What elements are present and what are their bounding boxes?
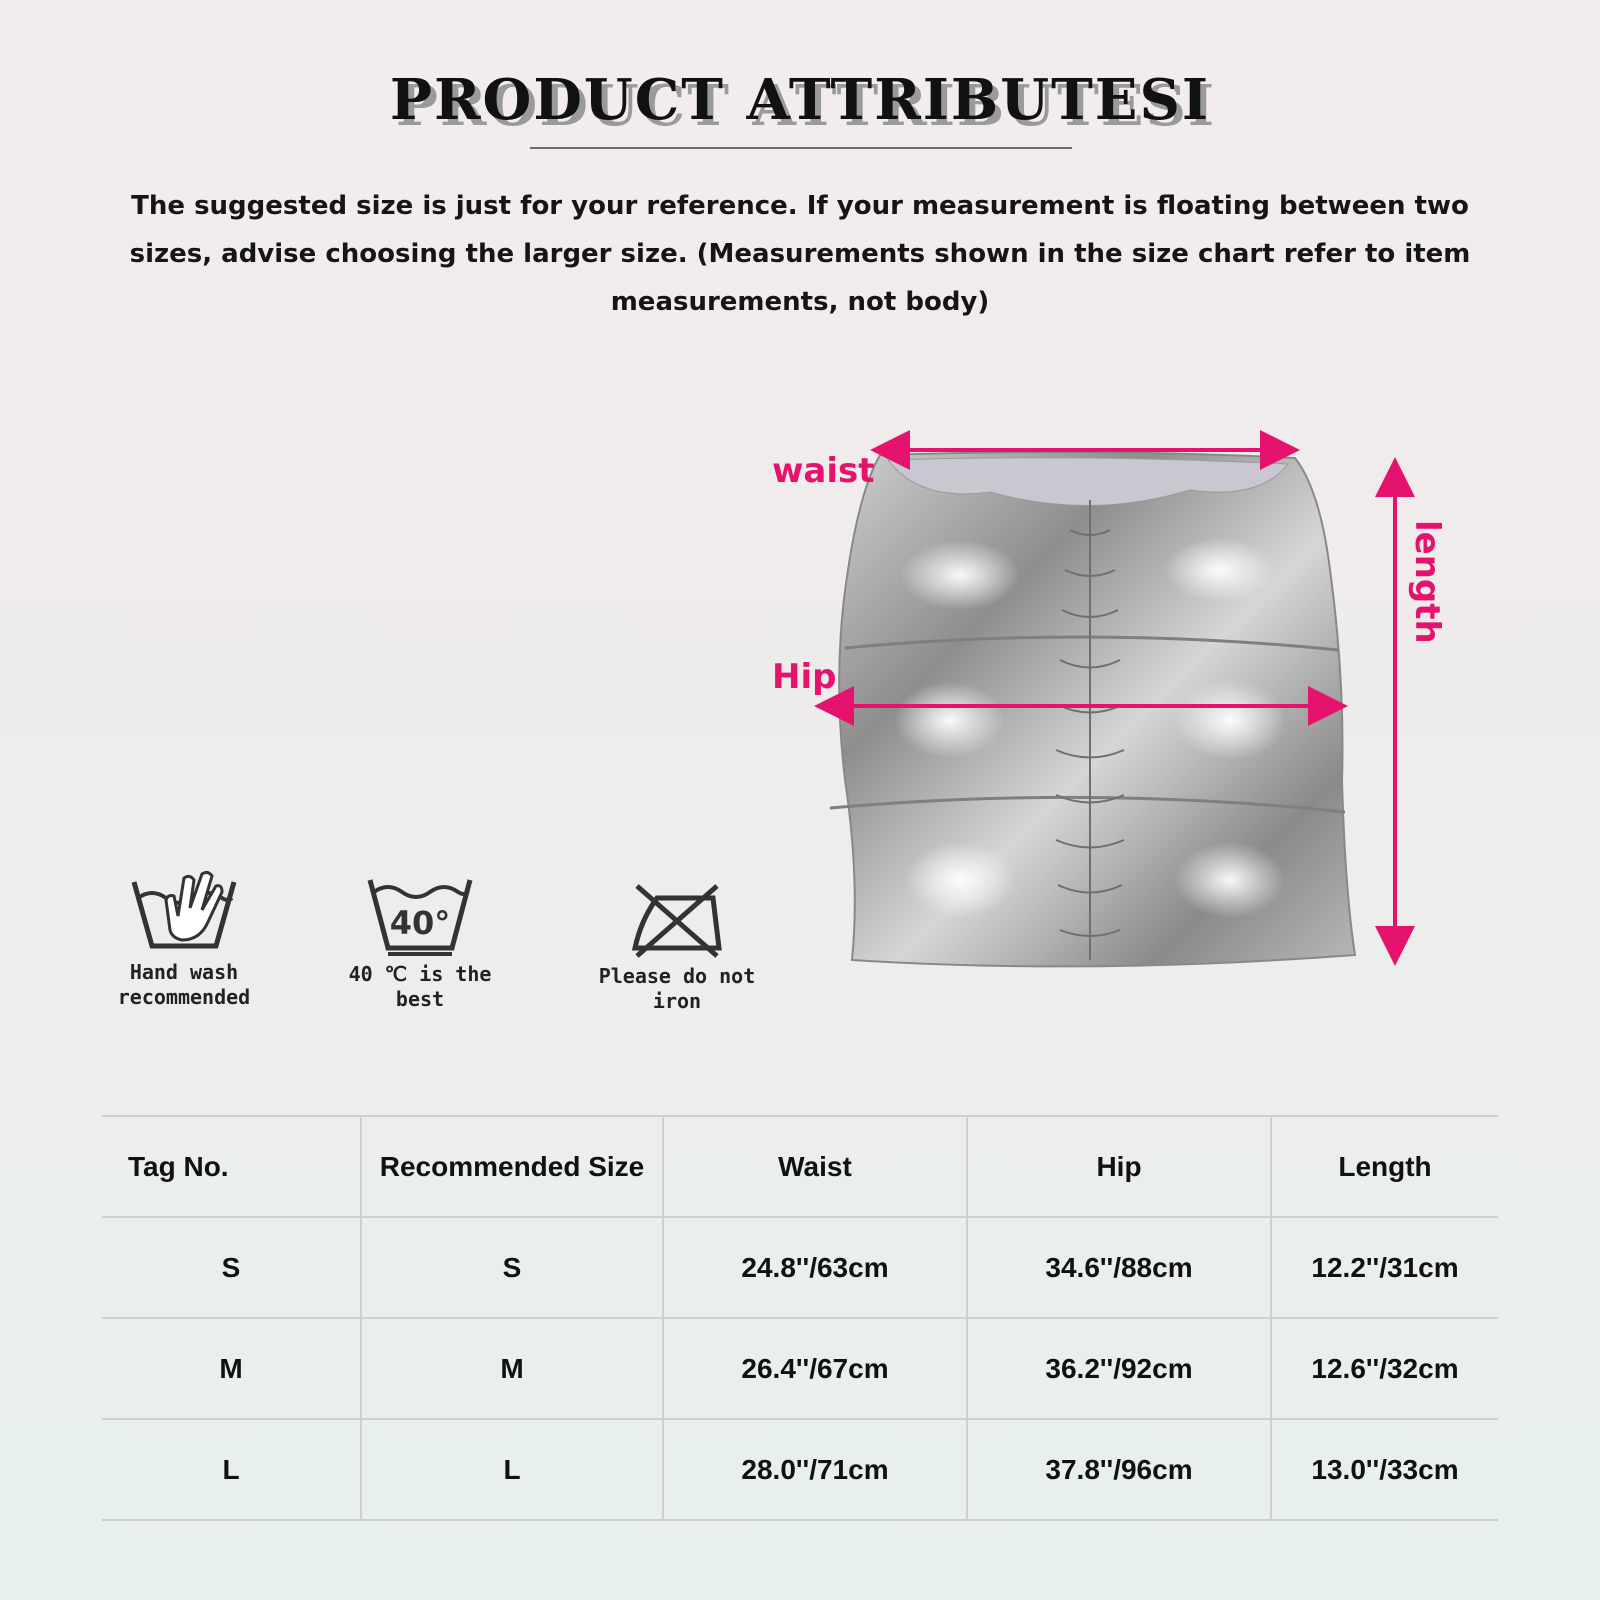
table-row: [102, 1419, 1498, 1520]
header-tag-no: Tag No.: [102, 1116, 361, 1217]
cell-recommended: S: [361, 1217, 663, 1318]
cell-waist: 24.8''/63cm: [663, 1217, 967, 1318]
waist-label: waist: [772, 451, 875, 491]
wash-40-icon: [364, 876, 476, 956]
size-table: [102, 1115, 1498, 1521]
header-length: Length: [1271, 1116, 1498, 1217]
size-note: The suggested size is just for your reference. If your measurement is floating between two sizes, advise choosing the larger size. (Measurements shown in the size chart refer to item measurements, not body): [129, 191, 1471, 317]
hand-wash-label-2: recommended: [117, 985, 251, 1009]
cell-hip: 36.2''/92cm: [967, 1318, 1271, 1419]
wash-temp-text: 40°: [389, 904, 451, 942]
header-waist: Waist: [663, 1116, 967, 1217]
title-underline: [530, 147, 1072, 149]
length-label: length: [1407, 520, 1447, 644]
cell-tag: S: [102, 1217, 361, 1318]
do-not-iron-label: Please do not iron: [598, 964, 756, 1013]
care-hand-wash: [94, 860, 274, 1010]
do-not-iron-icon: [627, 880, 727, 958]
care-wash-40: [320, 876, 520, 1012]
cell-recommended: L: [361, 1419, 663, 1520]
cell-length: 12.2''/31cm: [1271, 1217, 1498, 1318]
title-wrap: [0, 62, 1600, 138]
cell-hip: 37.8''/96cm: [967, 1419, 1271, 1520]
table-row: [102, 1217, 1498, 1318]
page-title: PRODUCT ATTRIBUTESI: [389, 67, 1211, 133]
header-hip: Hip: [967, 1116, 1271, 1217]
cell-tag: L: [102, 1419, 361, 1520]
skirt-image: [760, 420, 1460, 980]
cell-waist: 28.0''/71cm: [663, 1419, 967, 1520]
cell-length: 13.0''/33cm: [1271, 1419, 1498, 1520]
hand-wash-icon: [128, 860, 240, 954]
care-do-not-iron: [570, 880, 784, 1014]
cell-hip: 34.6''/88cm: [967, 1217, 1271, 1318]
hand-wash-label-1: Hand wash: [129, 960, 239, 984]
cell-tag: M: [102, 1318, 361, 1419]
cell-recommended: M: [361, 1318, 663, 1419]
hip-label: Hip: [772, 657, 837, 697]
table-row: [102, 1318, 1498, 1419]
measurement-diagram: [760, 420, 1460, 980]
header-recommended-size: Recommended Size: [361, 1116, 663, 1217]
cell-length: 12.6''/32cm: [1271, 1318, 1498, 1419]
cell-waist: 26.4''/67cm: [663, 1318, 967, 1419]
wash-40-label: 40 ℃ is the best: [348, 962, 492, 1011]
table-header-row: [102, 1116, 1498, 1217]
